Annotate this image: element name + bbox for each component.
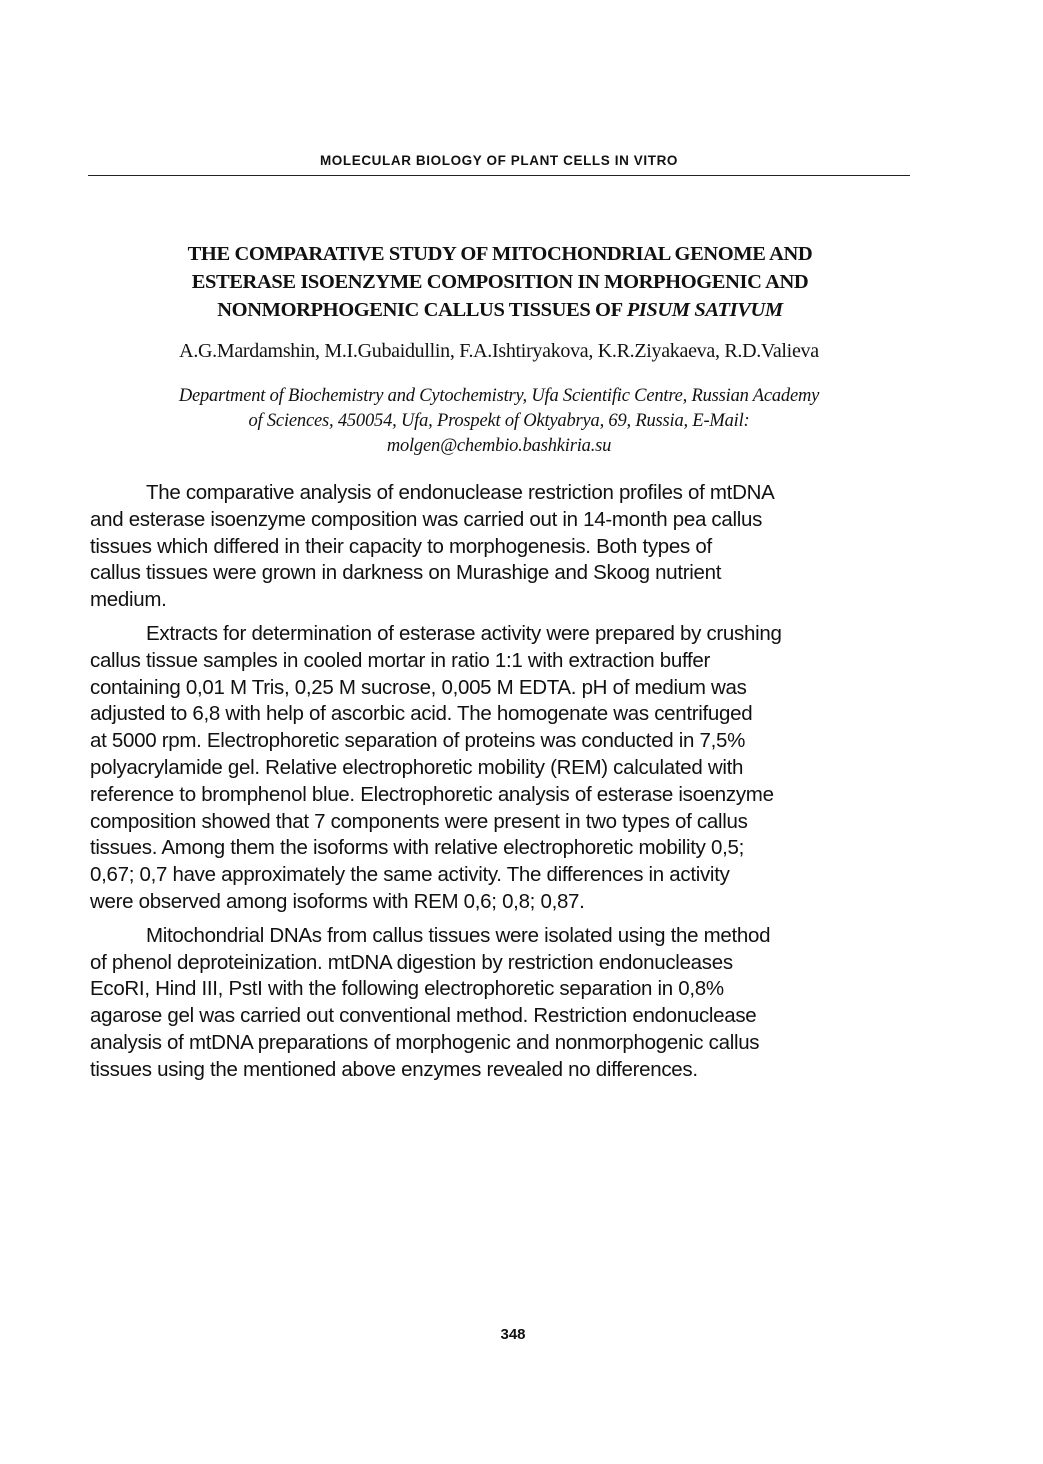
title-line-2: ESTERASE ISOENZYME COMPOSITION IN MORPHOGENIC AND bbox=[191, 271, 809, 293]
body-line: The comparative analysis of endonuclease restriction profiles of mtDNA bbox=[146, 481, 775, 504]
header-divider bbox=[88, 175, 910, 176]
page-number: 348 bbox=[500, 1326, 526, 1343]
title-line-3-prefix: NONMORPHOGENIC CALLUS TISSUES OF bbox=[217, 299, 627, 321]
body-line: reference to bromphenol blue. Electrophoretic analysis of esterase isoenzyme bbox=[90, 782, 774, 806]
body-line: at 5000 rpm. Electrophoretic separation of proteins was conducted in 7,5% bbox=[90, 729, 745, 753]
body-line: analysis of mtDNA preparations of morphogenic and nonmorphogenic callus bbox=[90, 1030, 760, 1054]
article-body bbox=[90, 480, 912, 1091]
body-line: callus tissue samples in cooled mortar in ratio 1:1 with extraction buffer bbox=[90, 648, 711, 672]
running-header: MOLECULAR BIOLOGY OF PLANT CELLS IN VITRO bbox=[319, 153, 679, 168]
body-line: composition showed that 7 components were present in two types of callus bbox=[90, 809, 748, 833]
body-line: tissues using the mentioned above enzymes revealed no differences. bbox=[90, 1057, 698, 1081]
body-line: containing 0,01 M Tris, 0,25 M sucrose, 0,005 M EDTA. pH of medium was bbox=[90, 675, 747, 699]
affiliation bbox=[88, 384, 910, 459]
body-line: adjusted to 6,8 with help of ascorbic acid. The homogenate was centrifuged bbox=[90, 702, 753, 726]
body-line: callus tissues were grown in darkness on Murashige and Skoog nutrient bbox=[90, 561, 722, 585]
body-line: polyacrylamide gel. Relative electrophoretic mobility (REM) calculated with bbox=[90, 755, 744, 779]
paragraph-1 bbox=[90, 480, 912, 614]
body-line: medium. bbox=[90, 588, 167, 612]
body-line: of phenol deproteinization. mtDNA digestion by restriction endonucleases bbox=[90, 950, 733, 974]
species-name: PISUM SATIVUM bbox=[626, 299, 783, 321]
body-line: Extracts for determination of esterase activity were prepared by crushing bbox=[146, 621, 782, 645]
paragraph-3 bbox=[90, 923, 912, 1084]
body-line: tissues which differed in their capacity to morphogenesis. Both types of bbox=[90, 534, 712, 558]
body-line: Mitochondrial DNAs from callus tissues were isolated using the method bbox=[146, 923, 771, 947]
author-list: A.G.Mardamshin, M.I.Gubaidullin, F.A.Ishtiryakova, K.R.Ziyakaeva, R.D.Valieva bbox=[179, 340, 819, 362]
title-line-3 bbox=[100, 296, 900, 324]
paragraph-2 bbox=[90, 621, 912, 916]
body-line: were observed among isoforms with REM 0,6; 0,8; 0,87. bbox=[90, 889, 585, 913]
body-line: 0,67; 0,7 have approximately the same activity. The differences in activity bbox=[90, 863, 730, 887]
body-line: EcoRI, Hind III, PstI with the following electrophoretic separation in 0,8% bbox=[90, 977, 724, 1001]
body-line: and esterase isoenzyme composition was carried out in 14-month pea callus bbox=[90, 507, 763, 531]
affiliation-line-1: Department of Biochemistry and Cytochemistry, Ufa Scientific Centre, Russian Academy bbox=[178, 386, 820, 406]
affiliation-line-2: of Sciences, 450054, Ufa, Prospekt of Oktyabrya, 69, Russia, E-Mail: bbox=[248, 411, 750, 431]
article-title bbox=[100, 240, 900, 324]
title-line-1: THE COMPARATIVE STUDY OF MITOCHONDRIAL GENOME AND bbox=[187, 243, 813, 265]
body-line: agarose gel was carried out conventional method. Restriction endonuclease bbox=[90, 1004, 757, 1028]
affiliation-email: molgen@chembio.bashkiria.su bbox=[386, 436, 612, 456]
body-line: tissues. Among them the isoforms with relative electrophoretic mobility 0,5; bbox=[90, 836, 744, 860]
